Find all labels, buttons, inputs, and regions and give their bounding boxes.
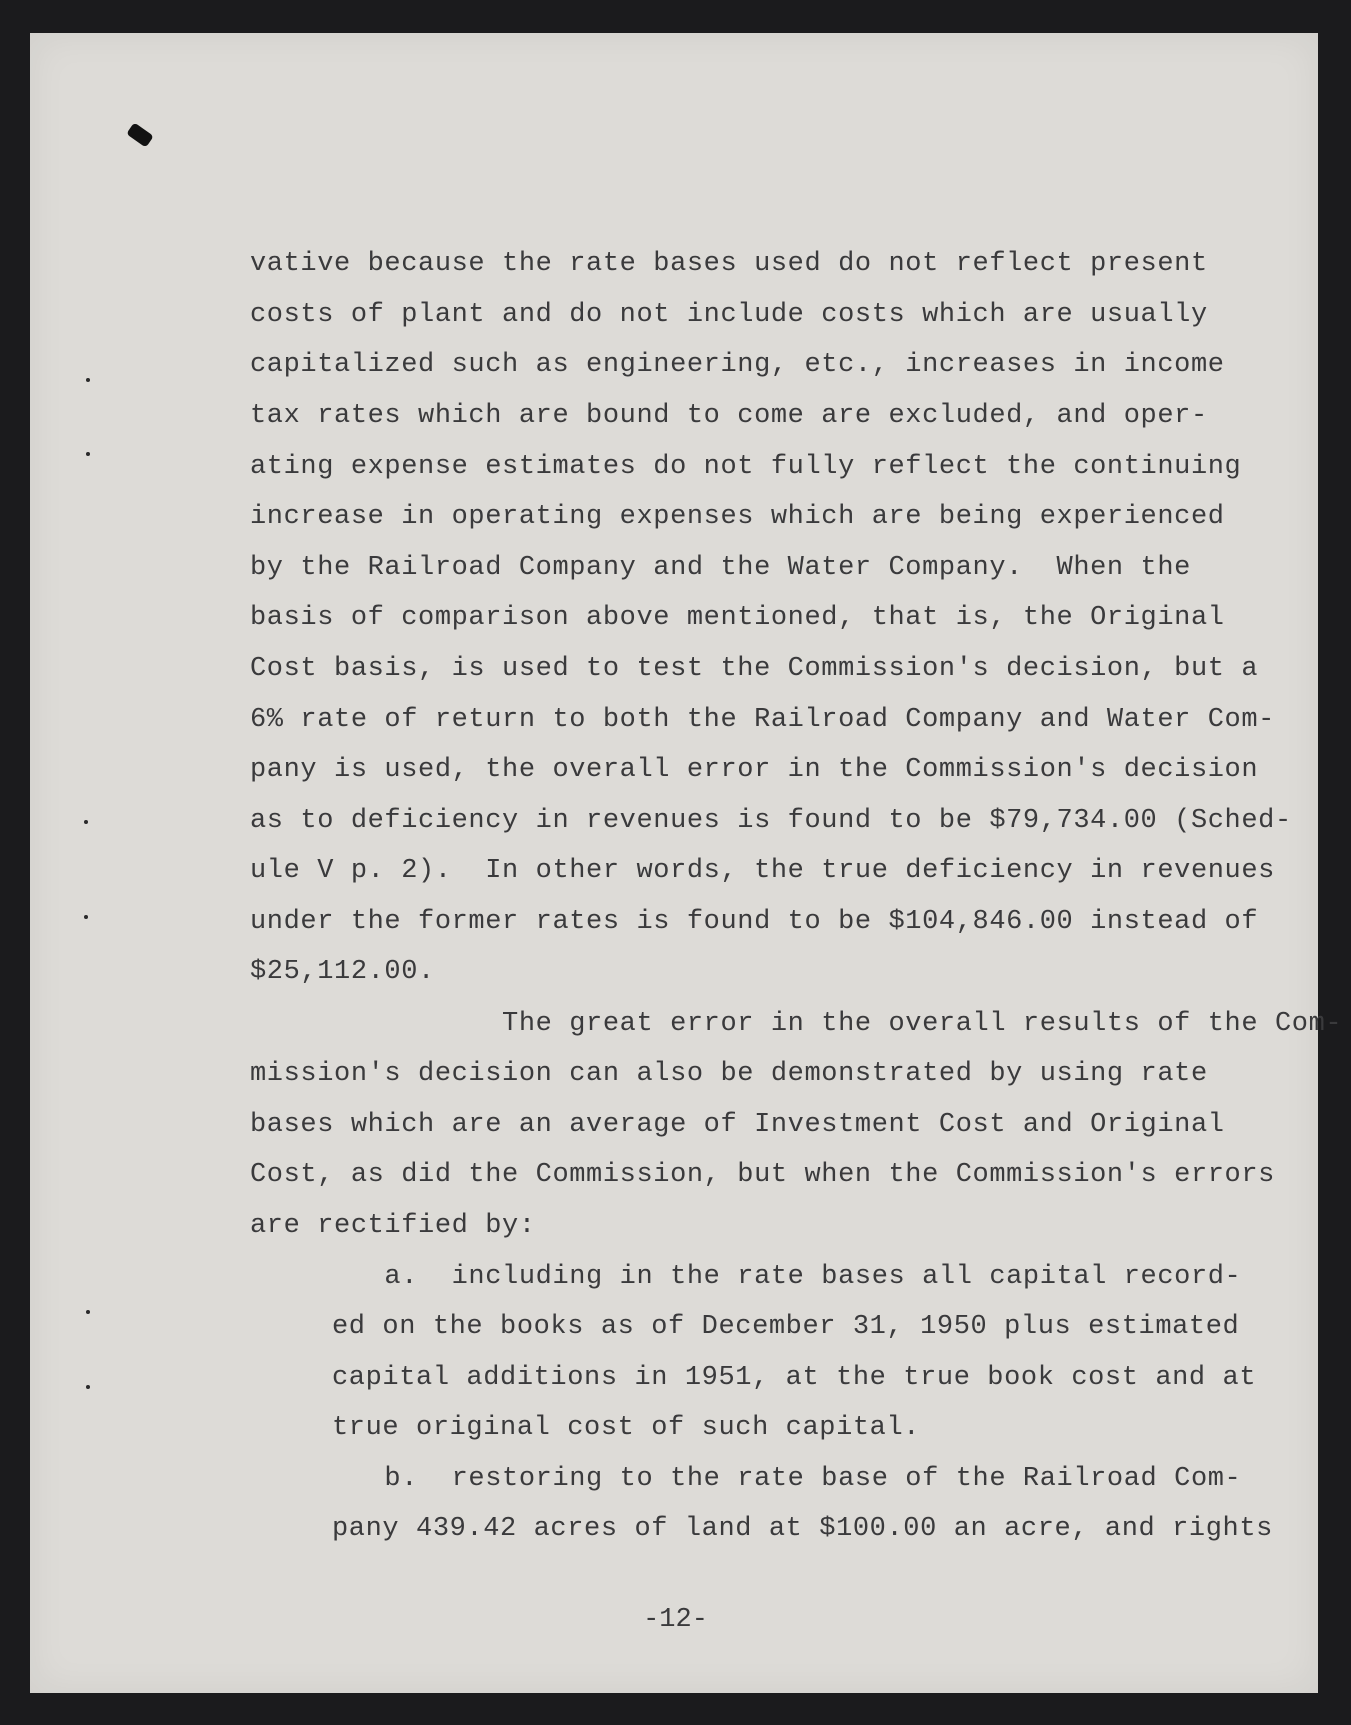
page-number: -12- bbox=[643, 1605, 708, 1635]
margin-speck bbox=[86, 378, 90, 382]
text-line: by the Railroad Company and the Water Company. When the bbox=[250, 553, 1191, 583]
text-line: The great error in the overall results of the Com- bbox=[250, 1009, 1343, 1039]
text-line: ating expense estimates do not fully reflect the continuing bbox=[250, 452, 1242, 482]
text-line: capitalized such as engineering, etc., increases in income bbox=[250, 350, 1225, 380]
text-line: tax rates which are bound to come are excluded, and oper- bbox=[250, 401, 1208, 431]
text-line: are rectified by: bbox=[250, 1211, 536, 1241]
margin-speck bbox=[86, 1385, 90, 1389]
list-item-line: pany 439.42 acres of land at $100.00 an acre, and rights bbox=[332, 1514, 1273, 1544]
text-line: $25,112.00. bbox=[250, 957, 435, 987]
text-line: mission's decision can also be demonstrated by using rate bbox=[250, 1059, 1208, 1089]
text-line: vative because the rate bases used do not reflect present bbox=[250, 249, 1208, 279]
list-item-line: a. including in the rate bases all capital record- bbox=[250, 1262, 1242, 1292]
text-line: pany is used, the overall error in the Commission's decision bbox=[250, 755, 1259, 785]
list-item-line: ed on the books as of December 31, 1950 plus estimated bbox=[332, 1312, 1240, 1342]
text-line: Cost basis, is used to test the Commission's decision, but a bbox=[250, 654, 1259, 684]
text-line: 6% rate of return to both the Railroad Company and Water Com- bbox=[250, 705, 1275, 735]
margin-speck bbox=[86, 452, 90, 456]
list-item-line: capital additions in 1951, at the true book cost and at bbox=[332, 1363, 1257, 1393]
text-line: basis of comparison above mentioned, that is, the Original bbox=[250, 603, 1225, 633]
text-line: bases which are an average of Investment Cost and Original bbox=[250, 1110, 1225, 1140]
margin-speck bbox=[84, 915, 88, 919]
margin-speck bbox=[86, 1310, 90, 1314]
list-item-line: true original cost of such capital. bbox=[332, 1413, 921, 1443]
text-line: increase in operating expenses which are being experienced bbox=[250, 502, 1225, 532]
text-line: as to deficiency in revenues is found to be $79,734.00 (Sched- bbox=[250, 806, 1292, 836]
text-line: Cost, as did the Commission, but when the Commission's errors bbox=[250, 1160, 1275, 1190]
margin-speck bbox=[84, 820, 88, 824]
list-item-line: b. restoring to the rate base of the Railroad Com- bbox=[250, 1464, 1242, 1494]
text-line: ule V p. 2). In other words, the true deficiency in revenues bbox=[250, 856, 1275, 886]
text-line: costs of plant and do not include costs which are usually bbox=[250, 300, 1208, 330]
text-line: under the former rates is found to be $104,846.00 instead of bbox=[250, 907, 1259, 937]
